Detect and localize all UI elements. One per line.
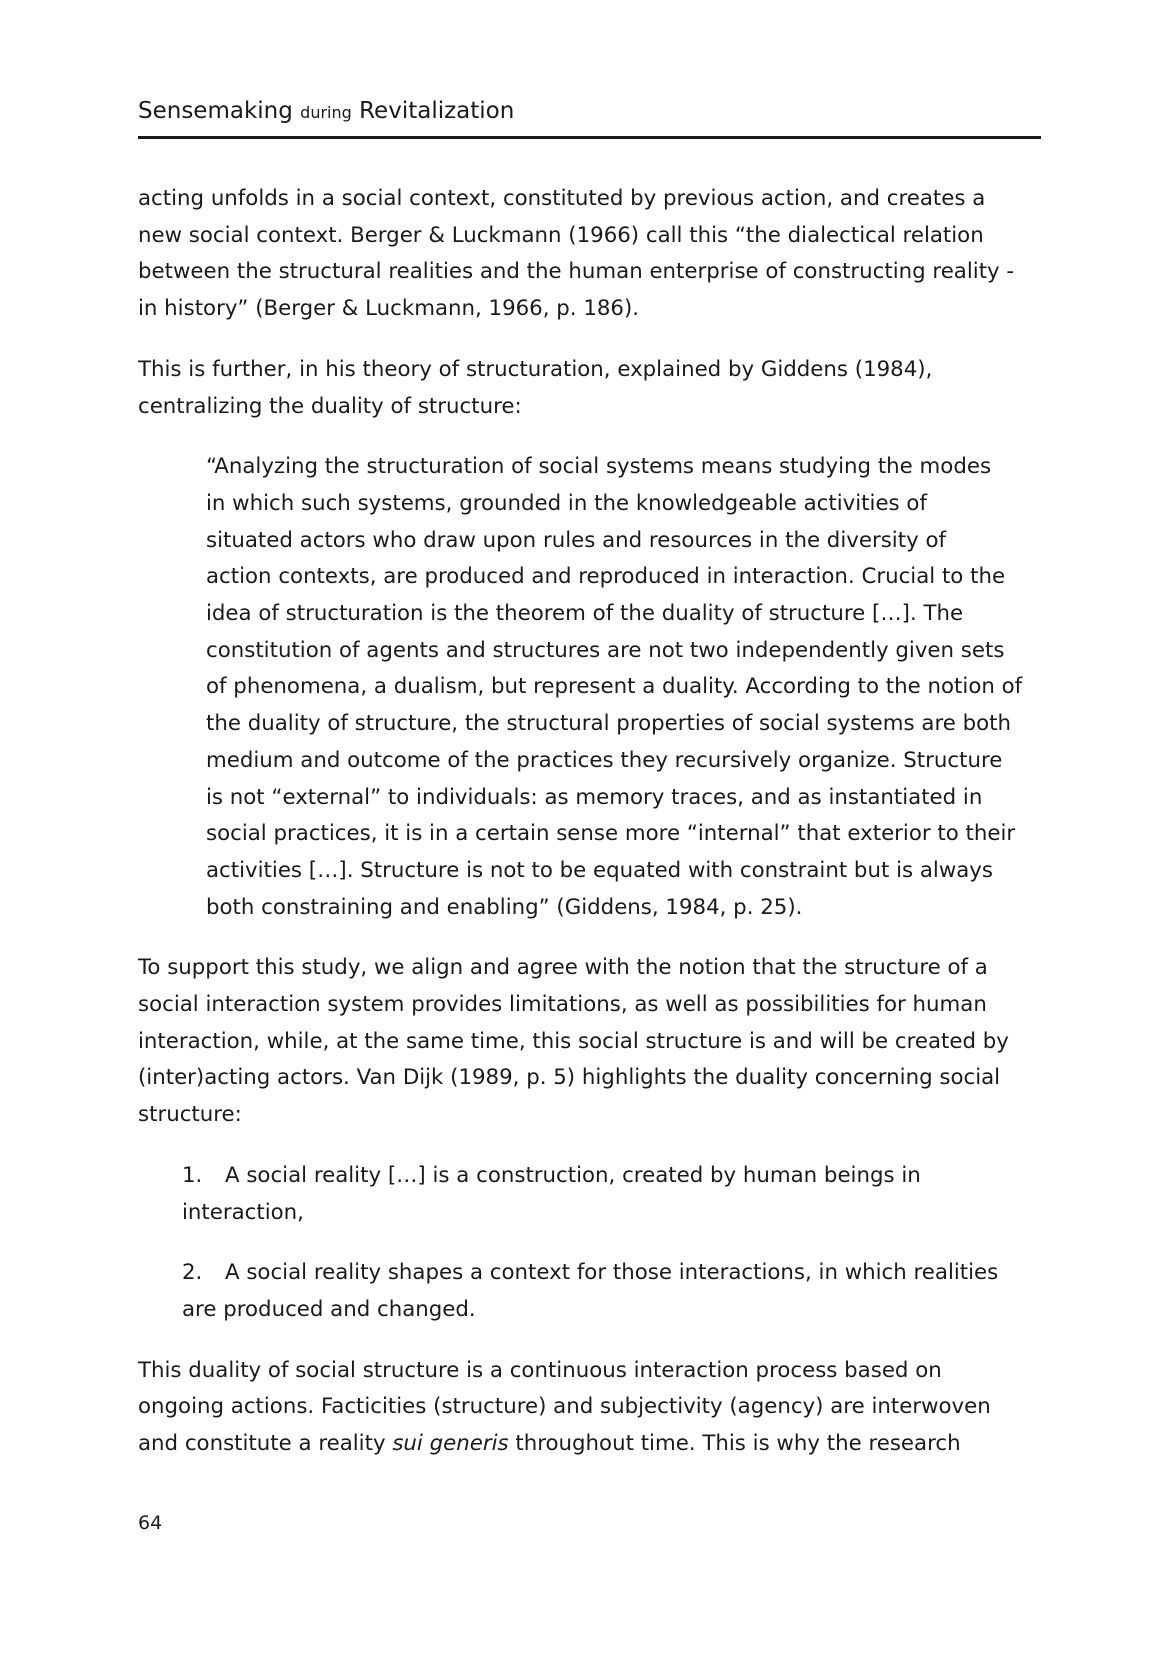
quote-line: “Analyzing the structuration of social systems means studying the modes <box>206 454 992 480</box>
list-item-text: A social reality […] is a construction, created by human beings in <box>225 1162 921 1188</box>
list-item-1 <box>182 1158 1043 1231</box>
paragraph-line: ongoing actions. Facticities (structure) and subjectivity (agency) are interwoven <box>138 1394 991 1420</box>
list-item-line <box>182 1255 1043 1292</box>
header-title-part1: Sensemaking <box>138 98 293 124</box>
paragraph-line: structure: <box>138 1102 242 1128</box>
block-quote <box>206 449 1043 926</box>
paragraph-3 <box>138 950 1043 1134</box>
quote-line: is not “external” to individuals: as memory traces, and as instantiated in <box>206 784 983 810</box>
quote-line: action contexts, are produced and reproduced in interaction. Crucial to the <box>206 564 1006 590</box>
list-item-text: A social reality shapes a context for those interactions, in which realities <box>225 1260 999 1286</box>
list-item-2 <box>182 1255 1043 1328</box>
paragraph-line-mixed <box>138 1426 1043 1463</box>
list-item-line <box>182 1158 1043 1195</box>
quote-line: both constraining and enabling” (Giddens, 1984, p. 25). <box>206 894 803 920</box>
quote-line: constitution of agents and structures are not two independently given sets <box>206 637 1005 663</box>
paragraph-line: (inter)acting actors. Van Dijk (1989, p. 5) highlights the duality concerning social <box>138 1065 1001 1091</box>
quote-line: medium and outcome of the practices they recursively organize. Structure <box>206 747 1003 773</box>
quote-line: the duality of structure, the structural properties of social systems are both <box>206 711 1011 737</box>
paragraph-4 <box>138 1353 1043 1463</box>
paragraph-line: between the structural realities and the human enterprise of constructing reality - <box>138 259 1015 285</box>
list-item-continuation: interaction, <box>182 1199 304 1225</box>
body-text <box>138 181 1043 1487</box>
text-run: throughout time. This is why the research <box>508 1431 961 1457</box>
header-title-part2: Revitalization <box>359 98 515 124</box>
quote-line: idea of structuration is the theorem of the duality of structure […]. The <box>206 601 964 627</box>
list-item-continuation: are produced and changed. <box>182 1296 476 1322</box>
header-title-small: during <box>300 103 352 122</box>
paragraph-line: centralizing the duality of structure: <box>138 393 522 419</box>
paragraph-line: This is further, in his theory of structuration, explained by Giddens (1984), <box>138 356 933 382</box>
page-number: 64 <box>138 1512 163 1534</box>
paragraph-line: in history” (Berger & Luckmann, 1966, p. 186). <box>138 296 640 322</box>
paragraph-line: This duality of social structure is a continuous interaction process based on <box>138 1357 942 1383</box>
paragraph-line: new social context. Berger & Luckmann (1966) call this “the dialectical relation <box>138 222 984 248</box>
quote-line: of phenomena, a dualism, but represent a duality. According to the notion of <box>206 674 1023 700</box>
italic-term: sui generis <box>392 1431 509 1457</box>
paragraph-2 <box>138 352 1043 425</box>
paragraph-line: interaction, while, at the same time, this social structure is and will be created by <box>138 1028 1009 1054</box>
running-header <box>138 96 514 128</box>
paragraph-line: social interaction system provides limitations, as well as possibilities for human <box>138 992 987 1018</box>
quote-line: situated actors who draw upon rules and resources in the diversity of <box>206 527 946 553</box>
header-rule <box>138 136 1041 139</box>
text-run: and constitute a reality <box>138 1431 393 1457</box>
quote-line: in which such systems, grounded in the knowledgeable activities of <box>206 490 927 516</box>
paragraph-1 <box>138 181 1043 328</box>
quote-line: activities […]. Structure is not to be equated with constraint but is always <box>206 857 993 883</box>
list-number: 1. <box>182 1162 203 1188</box>
paragraph-line: To support this study, we align and agree with the notion that the structure of a <box>138 955 988 981</box>
paragraph-line: acting unfolds in a social context, constituted by previous action, and creates a <box>138 186 986 211</box>
list-number: 2. <box>182 1260 203 1286</box>
quote-line: social practices, it is in a certain sense more “internal” that exterior to their <box>206 821 1016 847</box>
